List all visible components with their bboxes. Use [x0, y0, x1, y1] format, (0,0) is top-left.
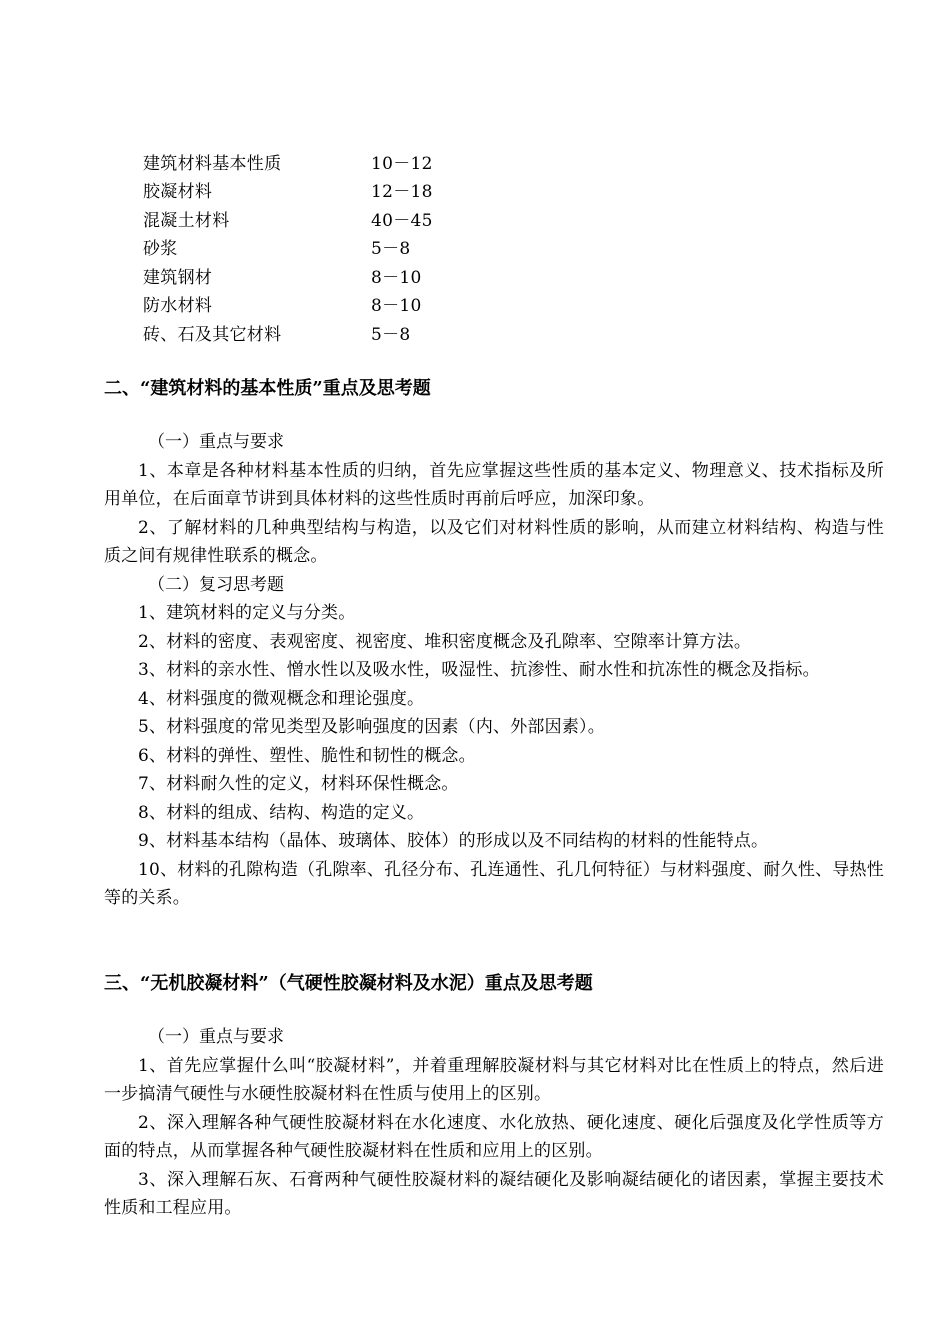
weight-row: [143, 204, 543, 233]
weight-chapter-name: 建筑钢材: [143, 267, 213, 288]
weight-chapter-name: 混凝土材料: [143, 210, 230, 231]
requirement-paragraph: 3、深入理解石灰、石膏两种气硬性胶凝材料的凝结硬化及影响凝结硬化的诸因素，掌握主要技术性质和工程应用。: [104, 1169, 884, 1218]
section-inorganic-binders: [104, 969, 884, 1223]
weight-chapter-name: 建筑材料基本性质: [143, 153, 282, 174]
review-question: 4、材料强度的微观概念和理论强度。: [138, 688, 425, 709]
weight-chapter-name: 胶凝材料: [143, 182, 213, 203]
weight-row: [143, 233, 543, 262]
review-question: 2、材料的密度、表观密度、视密度、堆积密度概念及孔隙率、空隙率计算方法。: [138, 631, 752, 652]
requirement-paragraph: 1、本章是各种材料基本性质的归纳，首先应掌握这些性质的基本定义、物理意义、技术指标及所用单位，在后面章节讲到具体材料的这些性质时再前后呼应，加深印象。: [104, 460, 884, 509]
weight-percent-range: 5－8: [371, 239, 411, 260]
section-basic-properties: [104, 374, 884, 913]
section-title: 三、“无机胶凝材料”（气硬性胶凝材料及水泥）重点及思考题: [104, 973, 593, 994]
review-question: 9、材料基本结构（晶体、玻璃体、胶体）的形成以及不同结构的材料的性能特点。: [138, 831, 769, 851]
section-title: 二、“建筑材料的基本性质”重点及思考题: [104, 378, 431, 399]
weight-chapter-name: 防水材料: [143, 296, 213, 317]
subheading-requirements: （一）重点与要求: [148, 432, 284, 452]
section-body: [104, 428, 884, 913]
weight-percent-range: 5－8: [371, 324, 411, 345]
weight-row: [143, 290, 543, 319]
review-question: 7、材料耐久性的定义，材料环保性概念。: [138, 774, 459, 794]
subheading-review-questions: （二）复习思考题: [148, 574, 284, 595]
weight-chapter-name: 砂浆: [143, 239, 178, 260]
review-question: 6、材料的弹性、塑性、脆性和韧性的概念。: [138, 745, 476, 766]
chapter-weight-list: [143, 147, 543, 347]
review-question: 8、材料的组成、结构、构造的定义。: [138, 802, 425, 823]
weight-percent-range: 40－45: [371, 210, 433, 231]
review-question: 1、建筑材料的定义与分类。: [138, 603, 356, 623]
weight-row: [143, 176, 543, 205]
weight-percent-range: 10－12: [371, 153, 433, 174]
section-body: [104, 1023, 884, 1223]
review-question: 3、材料的亲水性、憎水性以及吸水性，吸湿性、抗渗性、耐水性和抗冻性的概念及指标。: [138, 660, 820, 680]
weight-row: [143, 261, 543, 290]
weight-percent-range: 12－18: [371, 182, 433, 203]
weight-percent-range: 8－10: [371, 296, 422, 317]
weight-row: [143, 318, 543, 347]
weight-row: [143, 147, 543, 176]
weight-percent-range: 8－10: [371, 267, 422, 288]
requirement-paragraph: 1、首先应掌握什么叫“胶凝材料”，并着重理解胶凝材料与其它材料对比在性质上的特点，然后进一步搞清气硬性与水硬性胶凝材料在性质与使用上的区别。: [104, 1055, 884, 1104]
review-question: 5、材料强度的常见类型及影响强度的因素（内、外部因素）。: [138, 717, 605, 737]
review-question: 10、材料的孔隙构造（孔隙率、孔径分布、孔连通性、孔几何特征）与材料强度、耐久性、导热性等的关系。: [104, 859, 884, 908]
subheading-requirements: （一）重点与要求: [148, 1027, 284, 1047]
requirement-paragraph: 2、了解材料的几种典型结构与构造，以及它们对材料性质的影响，从而建立材料结构、构造与性质之间有规律性联系的概念。: [104, 517, 884, 566]
weight-chapter-name: 砖、石及其它材料: [143, 324, 282, 345]
requirement-paragraph: 2、深入理解各种气硬性胶凝材料在水化速度、水化放热、硬化速度、硬化后强度及化学性质等方面的特点，从而掌握各种气硬性胶凝材料在性质和应用上的区别。: [104, 1112, 884, 1161]
